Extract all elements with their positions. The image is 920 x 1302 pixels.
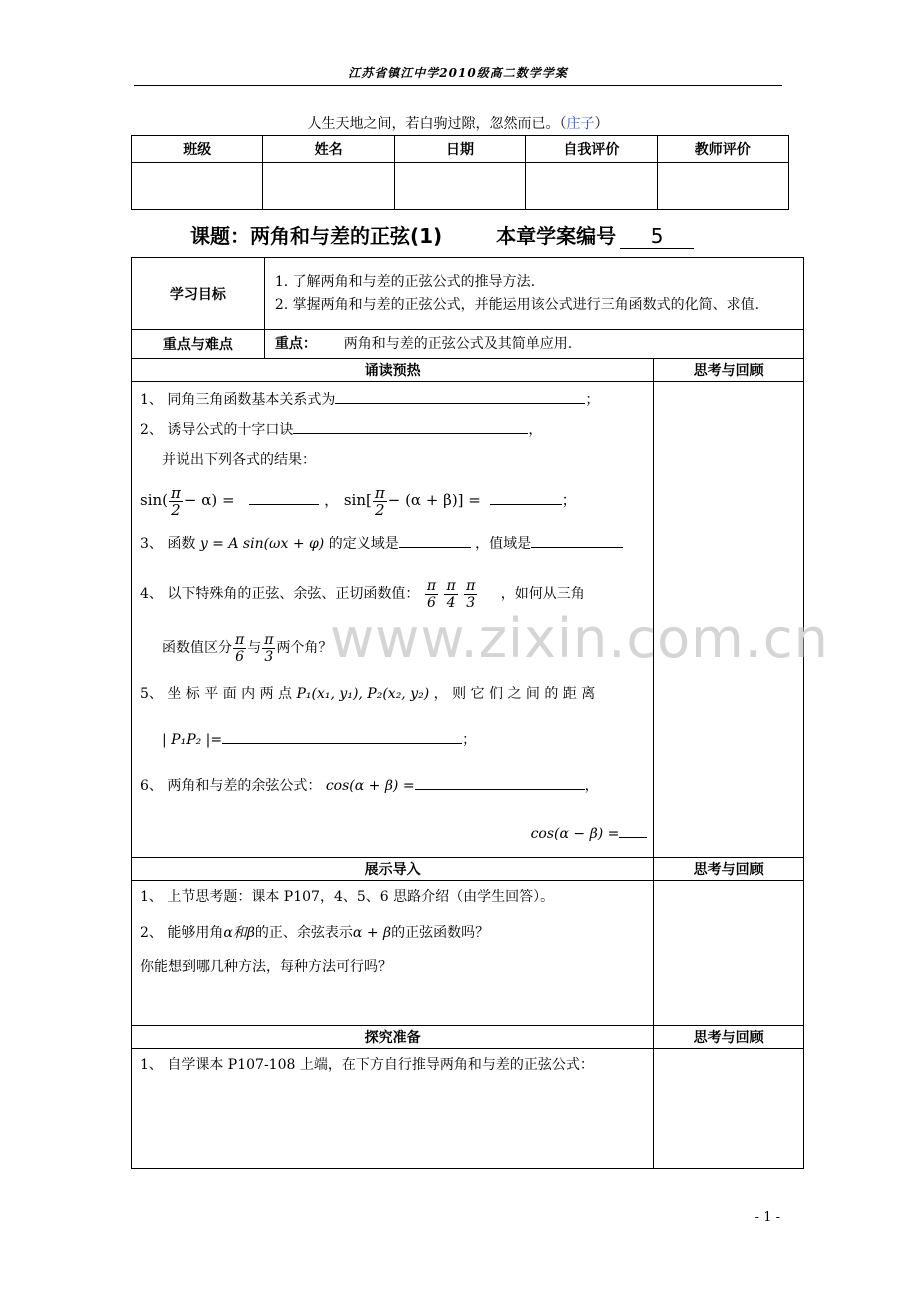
preview-q4-line2: 函数值区分 $\frac{\pi}{6}$ 与 $\frac{\pi}{3}$ 两个角？ [162, 631, 333, 665]
preview-q5-line2: | P₁P₂ |= ； [140, 726, 647, 752]
preview-questions [132, 382, 654, 858]
chapter-label: 本章学案编号 [496, 224, 617, 248]
header-rule [134, 85, 782, 86]
lesson-name: 课题：两角和与差的正弦(1) [190, 224, 443, 248]
q2-formula1-blank[interactable] [249, 490, 319, 505]
explore-questions [132, 1049, 654, 1169]
document-header: 江苏省镇江中学2010级高二数学学案 [348, 66, 568, 80]
q2-formula2-blank[interactable] [490, 490, 562, 505]
preview-q2: 2、 诱导公式的十字口诀 ， [140, 416, 647, 444]
preview-side-heading: 思考与回顾 [654, 359, 804, 382]
preview-q1: 1、 同角三角函数基本关系式为 ； [140, 386, 647, 414]
pi-over-4-fraction: $\frac{\pi}{4}$ [446, 577, 456, 611]
intro-q1: 1、 上节思考题：课本 P107，4、5、6 思路介绍（由学生回答）。 [140, 889, 555, 905]
q3-domain-blank[interactable] [399, 533, 471, 548]
info-table [131, 135, 789, 210]
objective-item: 2. 掌握两角和与差的正弦公式，并能运用该公式进行三角函数式的化简、求值. [274, 296, 760, 313]
q6-diff-blank[interactable] [619, 823, 647, 838]
lesson-title [190, 220, 694, 249]
keypoints-label: 重点与难点 [132, 330, 265, 359]
quote [134, 113, 782, 133]
class-header: 班级 [132, 136, 263, 163]
preview-q2-sub: 并说出下列各式的结果： [162, 452, 316, 468]
objectives-content [264, 258, 803, 330]
quote-author: 庄子 [566, 116, 595, 132]
q1-blank[interactable] [335, 389, 585, 404]
objective-item: 1. 了解两角和与差的正弦公式的推导方法. [274, 273, 536, 290]
teacher-eval-header: 教师评价 [657, 136, 788, 163]
preview-q6-line2 [140, 820, 647, 848]
chapter-number: 5 [620, 224, 694, 249]
q6-cos-sum: cos(α + β) = [325, 778, 415, 794]
preview-body-row [132, 382, 804, 858]
keypoints-prefix: 重点： [274, 336, 317, 352]
q2-blank[interactable] [293, 419, 528, 434]
watermark: www.zixin.com.cn [330, 607, 829, 670]
teacher-eval-cell[interactable] [657, 163, 788, 210]
name-header: 姓名 [263, 136, 394, 163]
q5-points: P₁(x₁, y₁), P₂(x₂, y₂) [296, 686, 430, 702]
quote-text: 人生天地之间，若白驹过隙，忽然而已。（ [307, 116, 567, 132]
pi-over-2-fraction: $\frac{\pi}{2}$ [171, 483, 181, 519]
intro-heading: 展示导入 [132, 858, 654, 881]
keypoints-content [264, 330, 803, 359]
intro-heading-row [132, 858, 804, 881]
q3-formula: y = A sin(ωx + φ) [199, 536, 325, 552]
intro-q2: 2、 能够用角α和β的正、余弦表示α + β的正弦函数吗？ [140, 925, 490, 941]
preview-heading: 诵读预热 [132, 359, 654, 382]
q6-sum-blank[interactable] [415, 775, 585, 790]
preview-notes-cell[interactable] [654, 382, 804, 858]
q5-distance: | P₁P₂ |= [162, 732, 223, 748]
page-number: - 1 - [754, 1210, 780, 1225]
preview-q5: 5、 坐 标 平 面 内 两 点 P₁(x₁, y₁), P₂(x₂, y₂) ， 则 它 们 之 间 的 距 离 [140, 686, 596, 702]
quote-close: ） [594, 116, 609, 132]
intro-body-row [132, 881, 804, 1026]
keypoints-text: 两角和与差的正弦公式及其简单应用. [343, 336, 573, 352]
preview-q6: 6、 两角和与差的余弦公式： cos(α + β) = ， [140, 772, 647, 800]
q6-cos-diff: cos(α − β) = [530, 826, 620, 842]
explore-side-heading: 思考与回顾 [654, 1026, 804, 1049]
intro-questions [132, 881, 654, 1026]
pi-over-3-fraction: $\frac{\pi}{3}$ [466, 577, 476, 611]
explore-notes-cell[interactable] [654, 1049, 804, 1169]
keypoints-row [132, 330, 804, 359]
objectives-row [132, 258, 804, 330]
explore-heading-row [132, 1026, 804, 1049]
intro-side-heading: 思考与回顾 [654, 858, 804, 881]
date-cell[interactable] [394, 163, 525, 210]
intro-notes-cell[interactable] [654, 881, 804, 1026]
pi-over-2-fraction: $\frac{\pi}{2}$ [374, 483, 385, 519]
pi-over-3-fraction: $\frac{\pi}{3}$ [264, 631, 274, 665]
q5-blank[interactable] [222, 729, 462, 744]
worksheet-table [131, 257, 804, 1169]
class-cell[interactable] [132, 163, 263, 210]
explore-heading: 探究准备 [132, 1026, 654, 1049]
self-eval-cell[interactable] [526, 163, 657, 210]
preview-q3: 3、 函数 y = A sin(ωx + φ) 的定义域是 ，值域是 [140, 530, 647, 558]
date-header: 日期 [394, 136, 525, 163]
name-cell[interactable] [263, 163, 394, 210]
info-fill-row [132, 163, 789, 210]
pi-over-6-fraction: $\frac{\pi}{6}$ [235, 631, 245, 665]
preview-q4: 4、 以下特殊角的正弦、余弦、正切函数值： $\frac{\pi}{6}$ $\frac{\pi}{4}$ $\frac{\pi}{3}$ ，如何从三角 [140, 577, 585, 611]
q3-range-blank[interactable] [531, 533, 623, 548]
intro-q3: 你能想到哪几种方法，每种方法可行吗？ [140, 959, 392, 975]
preview-q2-formulas: sin( $\frac{\pi}{2}$ − α) = ， sin[ $\frac{\pi}{2}$ − (α + β)] = ； [140, 483, 577, 519]
info-header-row [132, 136, 789, 163]
objectives-label: 学习目标 [132, 258, 265, 330]
explore-q1: 1、 自学课本 P107-108 上端，在下方自行推导两角和与差的正弦公式： [140, 1057, 594, 1073]
explore-body-row [132, 1049, 804, 1169]
pi-over-6-fraction: $\frac{\pi}{6}$ [426, 577, 437, 611]
self-eval-header: 自我评价 [526, 136, 657, 163]
preview-heading-row [132, 359, 804, 382]
